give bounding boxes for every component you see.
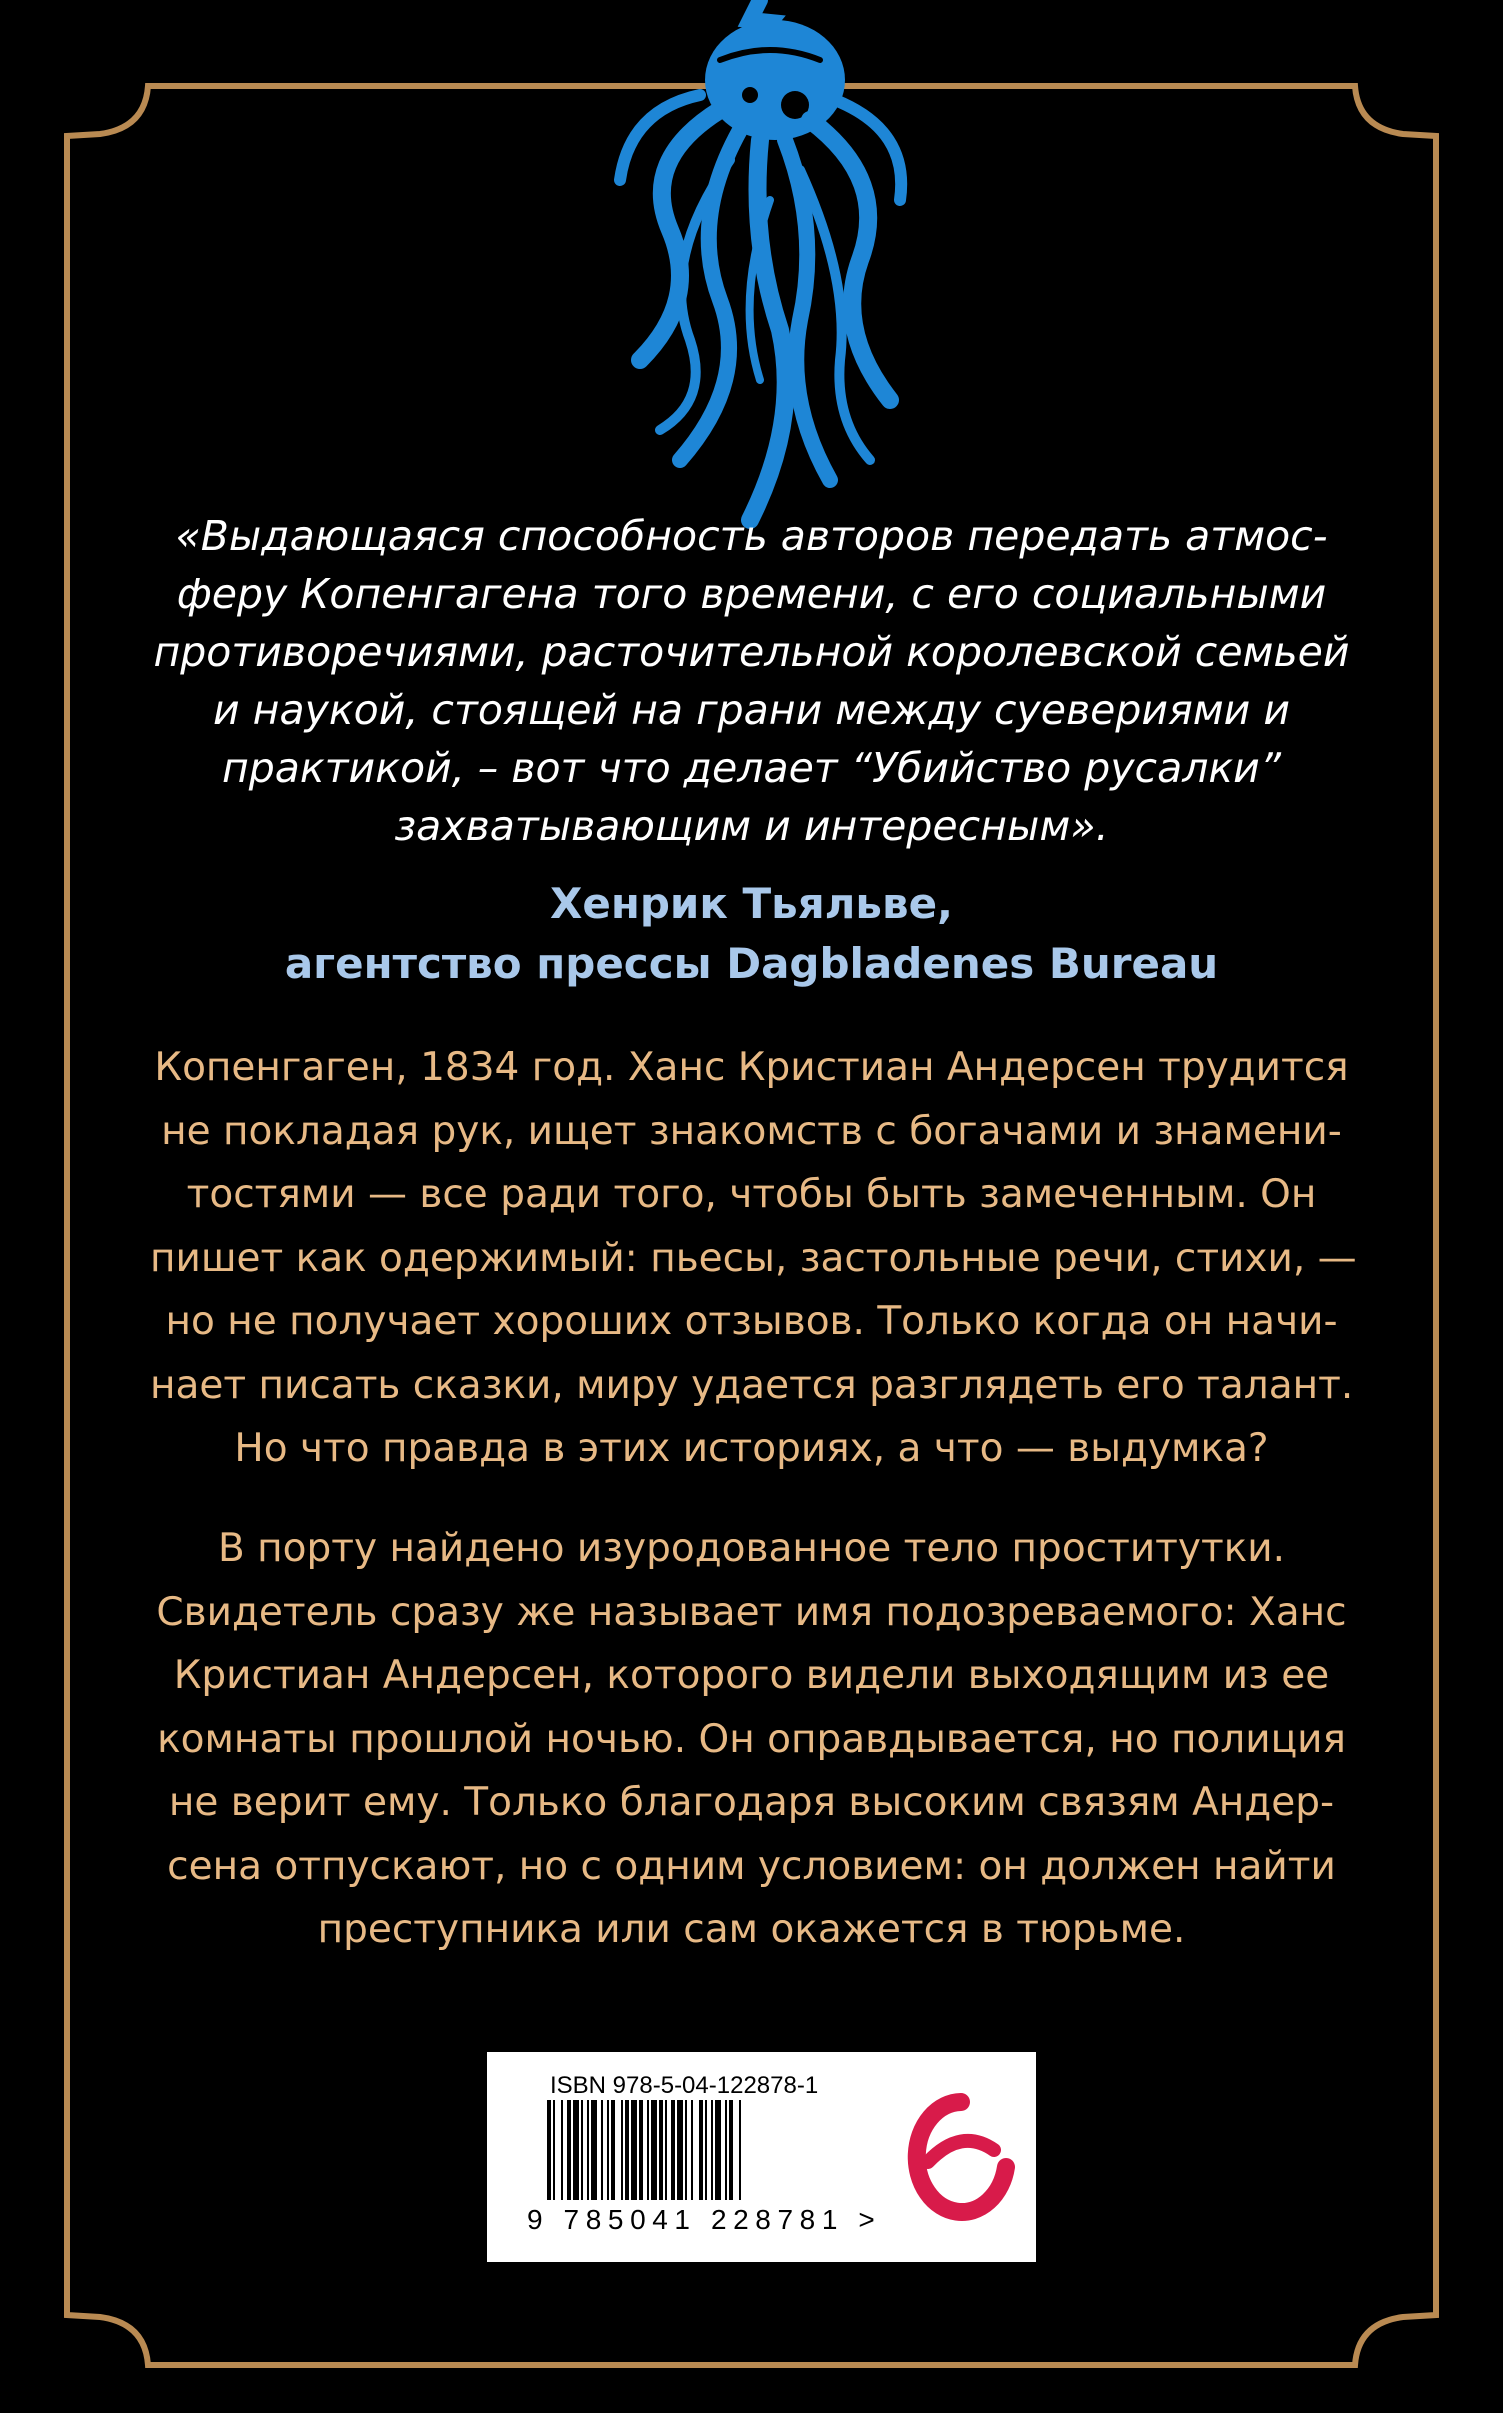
barcode-bar bbox=[705, 2100, 707, 2200]
quote-line: захватывающим и интересным». bbox=[394, 802, 1109, 850]
text-line: Свидетель сразу же называет имя подозреваемого: Ханс bbox=[156, 1589, 1347, 1635]
text-line: не покладая рук, ищет знакомств с богачами и знамени- bbox=[161, 1108, 1342, 1154]
barcode-bar bbox=[581, 2100, 583, 2200]
barcode-bar bbox=[647, 2100, 649, 2200]
barcode-bar bbox=[639, 2100, 643, 2200]
barcode-bar bbox=[547, 2100, 551, 2200]
barcode-bar bbox=[671, 2100, 675, 2200]
barcode-bar bbox=[587, 2100, 589, 2200]
text-line: Кристиан Андерсен, которого видели выходящим из ее bbox=[173, 1653, 1330, 1698]
barcode-bar bbox=[711, 2100, 713, 2200]
text-line: сена отпускают, но с одним условием: он должен найти bbox=[167, 1843, 1336, 1889]
description-paragraph-2 bbox=[150, 1517, 1353, 1962]
barcode-bar bbox=[561, 2100, 563, 2200]
barcode-bars bbox=[547, 2100, 857, 2210]
quote-attribution bbox=[150, 874, 1353, 994]
barcode-bar bbox=[665, 2100, 667, 2200]
barcode-bar bbox=[677, 2100, 683, 2200]
text-line: В порту найдено изуродованное тело проститутки. bbox=[218, 1526, 1285, 1571]
quote-line: практикой, – вот что делает “Убийство русалки” bbox=[221, 744, 1282, 792]
barcode-digits: 9 785041 228781 > bbox=[527, 2204, 882, 2235]
barcode-bar bbox=[567, 2100, 571, 2200]
barcode-bar bbox=[739, 2100, 741, 2200]
barcode-bar bbox=[621, 2100, 623, 2200]
barcode-panel bbox=[487, 2052, 1036, 2262]
text-line: не верит ему. Только благодаря высоким связям Андер- bbox=[168, 1780, 1335, 1825]
quote-line: и наукой, стоящей на грани между суевериями и bbox=[212, 686, 1290, 734]
quote-line: феру Копенгагена того времени, с его социальными bbox=[176, 570, 1327, 618]
text-line: комнаты прошлой ночью. Он оправдывается, но полиция bbox=[157, 1716, 1346, 1762]
barcode-bar bbox=[607, 2100, 609, 2200]
text-line: преступника или сам окажется в тюрьме. bbox=[317, 1907, 1186, 1952]
text-line: но не получает хороших отзывов. Только когда он начи- bbox=[165, 1299, 1338, 1344]
barcode-bar bbox=[625, 2100, 629, 2200]
barcode-bar bbox=[611, 2100, 615, 2200]
barcode-bar bbox=[729, 2100, 733, 2200]
attribution-name: Хенрик Тьяльве, bbox=[549, 879, 954, 928]
text-line: пишет как одержимый: пьесы, застольные речи, стихи, — bbox=[150, 1235, 1357, 1281]
isbn-label: ISBN 978-5-04-122878-1 bbox=[550, 2072, 819, 2099]
text-line: тостями — все ради того, чтобы быть замеченным. Он bbox=[186, 1172, 1317, 1217]
text-line: Копенгаген, 1834 год. Ханс Кристиан Андерсен трудится bbox=[154, 1045, 1349, 1090]
barcode-bar bbox=[573, 2100, 579, 2200]
mermaid-creature-illustration bbox=[600, 0, 920, 540]
barcode-bar bbox=[651, 2100, 657, 2200]
barcode-bar bbox=[591, 2100, 597, 2200]
barcode-bar bbox=[631, 2100, 637, 2200]
quote-line: «Выдающаяся способность авторов передать атмос- bbox=[175, 512, 1328, 560]
barcode-bar bbox=[725, 2100, 727, 2200]
quote-line: противоречиями, расточительной королевской семьей bbox=[153, 628, 1350, 676]
barcode-bar bbox=[699, 2100, 703, 2200]
review-quote bbox=[150, 507, 1353, 855]
text-line: нает писать сказки, миру удается разглядеть его талант. bbox=[150, 1362, 1354, 1408]
barcode-bar bbox=[715, 2100, 721, 2200]
description-paragraph-1 bbox=[150, 1036, 1357, 1481]
barcode-bar bbox=[691, 2100, 693, 2200]
barcode-bar bbox=[601, 2100, 603, 2200]
barcode-bar bbox=[685, 2100, 687, 2200]
publisher-logo-icon bbox=[906, 2092, 1016, 2222]
barcode-bar bbox=[553, 2100, 555, 2200]
attribution-source: агентство прессы Dagbladenes Bureau bbox=[284, 939, 1219, 988]
barcode-bar bbox=[659, 2100, 663, 2200]
text-line: Но что правда в этих историях, а что — выдумка? bbox=[234, 1426, 1269, 1471]
